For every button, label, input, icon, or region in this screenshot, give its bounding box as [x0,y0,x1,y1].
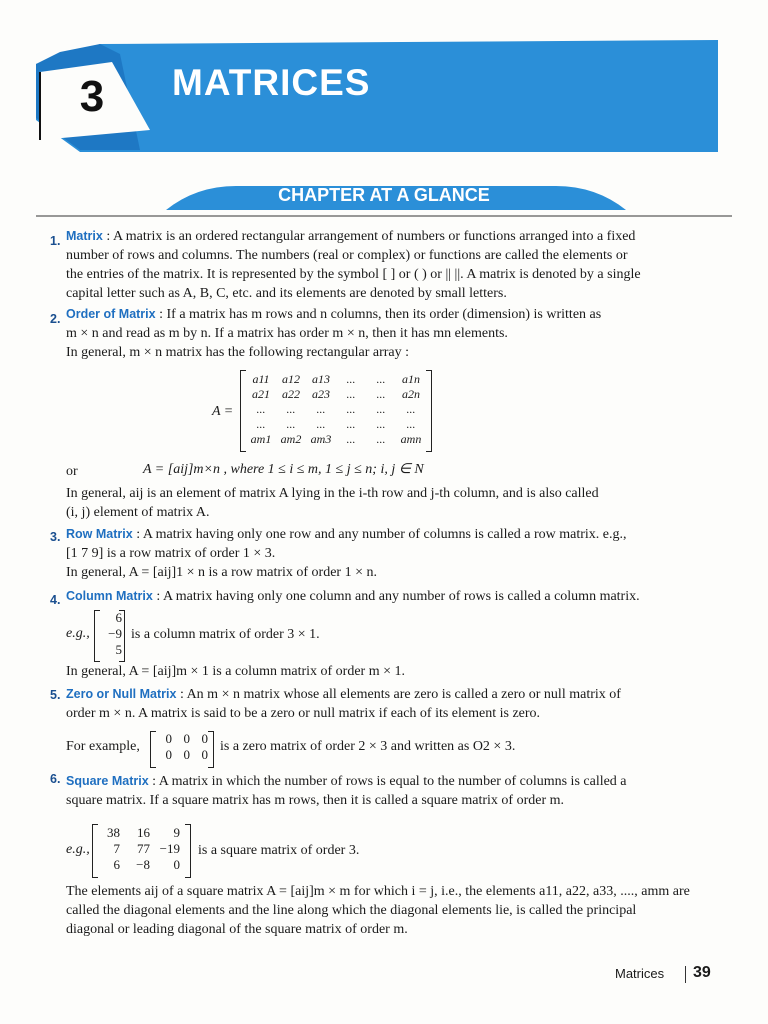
text-line: A matrix in which the number of rows is equal to the number of columns is called a [158,774,627,789]
matrix-cell: 0 [201,731,208,746]
zero-caption: is a zero matrix of order 2 × 3 and written as O2 × 3. [220,739,516,754]
matrix-cell: 0 [201,747,208,762]
item-number: 4. [50,593,61,607]
matrix-cell: −9 [108,626,122,641]
diagonal-explanation [66,882,726,939]
right-bracket [185,824,191,878]
matrix-notation: A = [aij]m×n , where 1 ≤ i ≤ m, 1 ≤ j ≤ n; i, j ∈ N [143,462,424,477]
term-order: Order of Matrix [66,307,156,321]
text-line: square matrix. If a square matrix has m rows, then it is called a square matrix of order m. [66,793,565,808]
term-row-matrix: Row Matrix [66,527,133,541]
matrix-cell: ... [346,402,356,416]
zero-matrix-definition: Zero or Null Matrix : An m × n matrix whose all elements are zero is called a zero or null matrix of order m × n. A matrix is said to be a zero or null matrix if each of its element is zero. [66,687,621,721]
matrix-cell: a1n [402,372,420,386]
item-number: 6. [50,772,61,786]
matrix-cell: −19 [159,841,180,856]
chapter-number: 3 [79,72,105,121]
text-line: In general, aij is an element of matrix A lying in the i-th row and j-th column, and is also called [66,486,599,501]
matrix-cell: ... [286,402,296,416]
chapter-title: MATRICES [172,62,371,103]
page-number: 39 [693,964,711,981]
matrix-cell: ... [376,387,386,401]
text-line: A matrix is an ordered rectangular arrangement of numbers or functions arranged into a fixed [112,229,636,244]
item-number: 1. [50,234,61,248]
item-number: 3. [50,530,61,544]
footer-label: Matrices [615,966,665,981]
matrix-cell: amn [400,432,422,446]
text-line: If a matrix has m rows and n columns, then its order (dimension) is written as [166,307,602,322]
square-matrix-definition: Square Matrix : A matrix in which the number of rows is equal to the number of columns is called a square matrix. If a square matrix has m rows, then it is called a square matrix of order m. [66,774,627,808]
right-bracket [426,370,432,452]
text-line: number of rows and columns. The numbers (real or complex) or functions are called the elements or [66,248,628,263]
matrix-cell: 0 [183,747,190,762]
matrix-cell: a12 [282,372,300,386]
text-line: [1 7 9] is a row matrix of order 1 × 3. [66,546,276,561]
matrix-definition: Matrix : A matrix is an ordered rectangular arrangement of numbers or functions arranged into a fixed number of rows and columns. The numbers (real or complex) or functions are called the elements or the entries of the matrix. It is represented by the symbol [ ] or ( ) or || ||. A matrix is denoted by a single capital letter such as A, B, C, etc. and its elements are denoted by small letters. [66,229,641,301]
text-line: A matrix having only one row and any number of columns is called a row matrix. e.g., [142,527,627,542]
text-line: called the diagonal elements and the line along which the diagonal elements lie, is called the principal [66,903,637,918]
term-square-matrix: Square Matrix [66,774,149,788]
term-matrix: Matrix [66,229,103,243]
matrix-cell: 6 [113,857,120,872]
column-caption: is a column matrix of order 3 × 1. [131,627,320,642]
matrix-cell: ... [256,402,266,416]
matrix-cell: a23 [312,387,330,401]
text-line: An m × n matrix whose all elements are zero is called a zero or null matrix of [186,687,621,702]
example-label: For example, [66,739,140,754]
column-matrix-definition: Column Matrix : A matrix having only one column and any number of rows is called a column matrix. [66,589,640,604]
eg-label: e.g., [66,842,90,857]
right-bracket [208,731,214,768]
matrix-cell: am2 [280,432,302,446]
item-number: 5. [50,688,61,702]
matrix-cell: ... [376,402,386,416]
matrix-cell: 5 [115,642,122,657]
matrix-cell: ... [346,387,356,401]
term-column-matrix: Column Matrix [66,589,153,603]
matrix-cell: 0 [165,747,172,762]
item-number: 2. [50,312,61,326]
matrix-cell: ... [286,417,296,431]
matrix-cell: am3 [310,432,332,446]
matrix-cell: a21 [252,387,270,401]
glance-heading: CHAPTER AT A GLANCE [278,185,490,205]
matrix-cell: a2n [402,387,420,401]
text-line: capital letter such as A, B, C, etc. and its elements are denoted by small letters. [66,286,507,301]
text-line: In general, m × n matrix has the following rectangular array : [66,345,409,360]
matrix-cell: ... [346,417,356,431]
matrix-cell: 38 [107,825,120,840]
text-line: m × n and read as m by n. If a matrix has order m × n, then it has mn elements. [66,326,508,341]
matrix-cell: a11 [252,372,270,386]
text-line: The elements aij of a square matrix A = [aij]m × m for which i = j, i.e., the elements a11, a22, a33, ...., amm are [66,884,690,899]
matrix-cell: a22 [282,387,300,401]
matrix-label: A = [212,404,234,419]
matrix-cell: ... [346,372,356,386]
element-explanation [66,484,726,522]
text-line: (i, j) element of matrix A. [66,505,210,520]
matrix-cell: −8 [136,857,150,872]
square-caption: is a square matrix of order 3. [198,843,360,858]
matrix-cell: am1 [250,432,272,446]
text-line: order m × n. A matrix is said to be a zero or null matrix if each of its element is zero. [66,706,541,721]
column-general: In general, A = [aij]m × 1 is a column matrix of order m × 1. [66,664,405,679]
matrix-cell: a13 [312,372,330,386]
matrix-cell: 7 [113,841,120,856]
matrix-cell: 0 [165,731,172,746]
footer-divider [685,966,686,983]
matrix-cell: ... [256,417,266,431]
eg-label: e.g., [66,626,90,641]
or-label: or [66,464,78,479]
text-line: the entries of the matrix. It is represented by the symbol [ ] or ( ) or || ||. A matrix is denoted by a single [66,267,641,282]
matrix-cell: 0 [173,857,180,872]
matrix-cell: ... [376,417,386,431]
matrix-cell: ... [316,402,326,416]
term-zero-matrix: Zero or Null Matrix [66,687,177,701]
matrix-cell: ... [406,417,416,431]
matrix-cell: 16 [137,825,150,840]
text-line: A matrix having only one column and any number of rows is called a column matrix. [162,589,640,604]
matrix-cell: ... [376,372,386,386]
matrix-cell: 6 [115,610,122,625]
text-line: diagonal or leading diagonal of the square matrix of order m. [66,922,408,937]
matrix-cell: ... [406,402,416,416]
matrix-cell: ... [376,432,386,446]
matrix-cell: 77 [137,841,150,856]
text-line: In general, A = [aij]1 × n is a row matrix of order 1 × n. [66,565,377,580]
matrix-cell: ... [316,417,326,431]
matrix-cell: 9 [173,825,180,840]
matrix-cell: 0 [183,731,190,746]
order-definition: Order of Matrix : If a matrix has m rows and n columns, then its order (dimension) is written as m × n and read as m by n. If a matrix has order m × n, then it has mn elements. In general, m × n matrix has the following rectangular array : [66,307,602,360]
row-matrix-definition: Row Matrix : A matrix having only one row and any number of columns is called a row matrix. e.g., [1 7 9] is a row matrix of order 1 × 3. In general, A = [aij]1 × n is a row matrix of order 1 × n. [66,527,627,580]
matrix-cell: ... [346,432,356,446]
